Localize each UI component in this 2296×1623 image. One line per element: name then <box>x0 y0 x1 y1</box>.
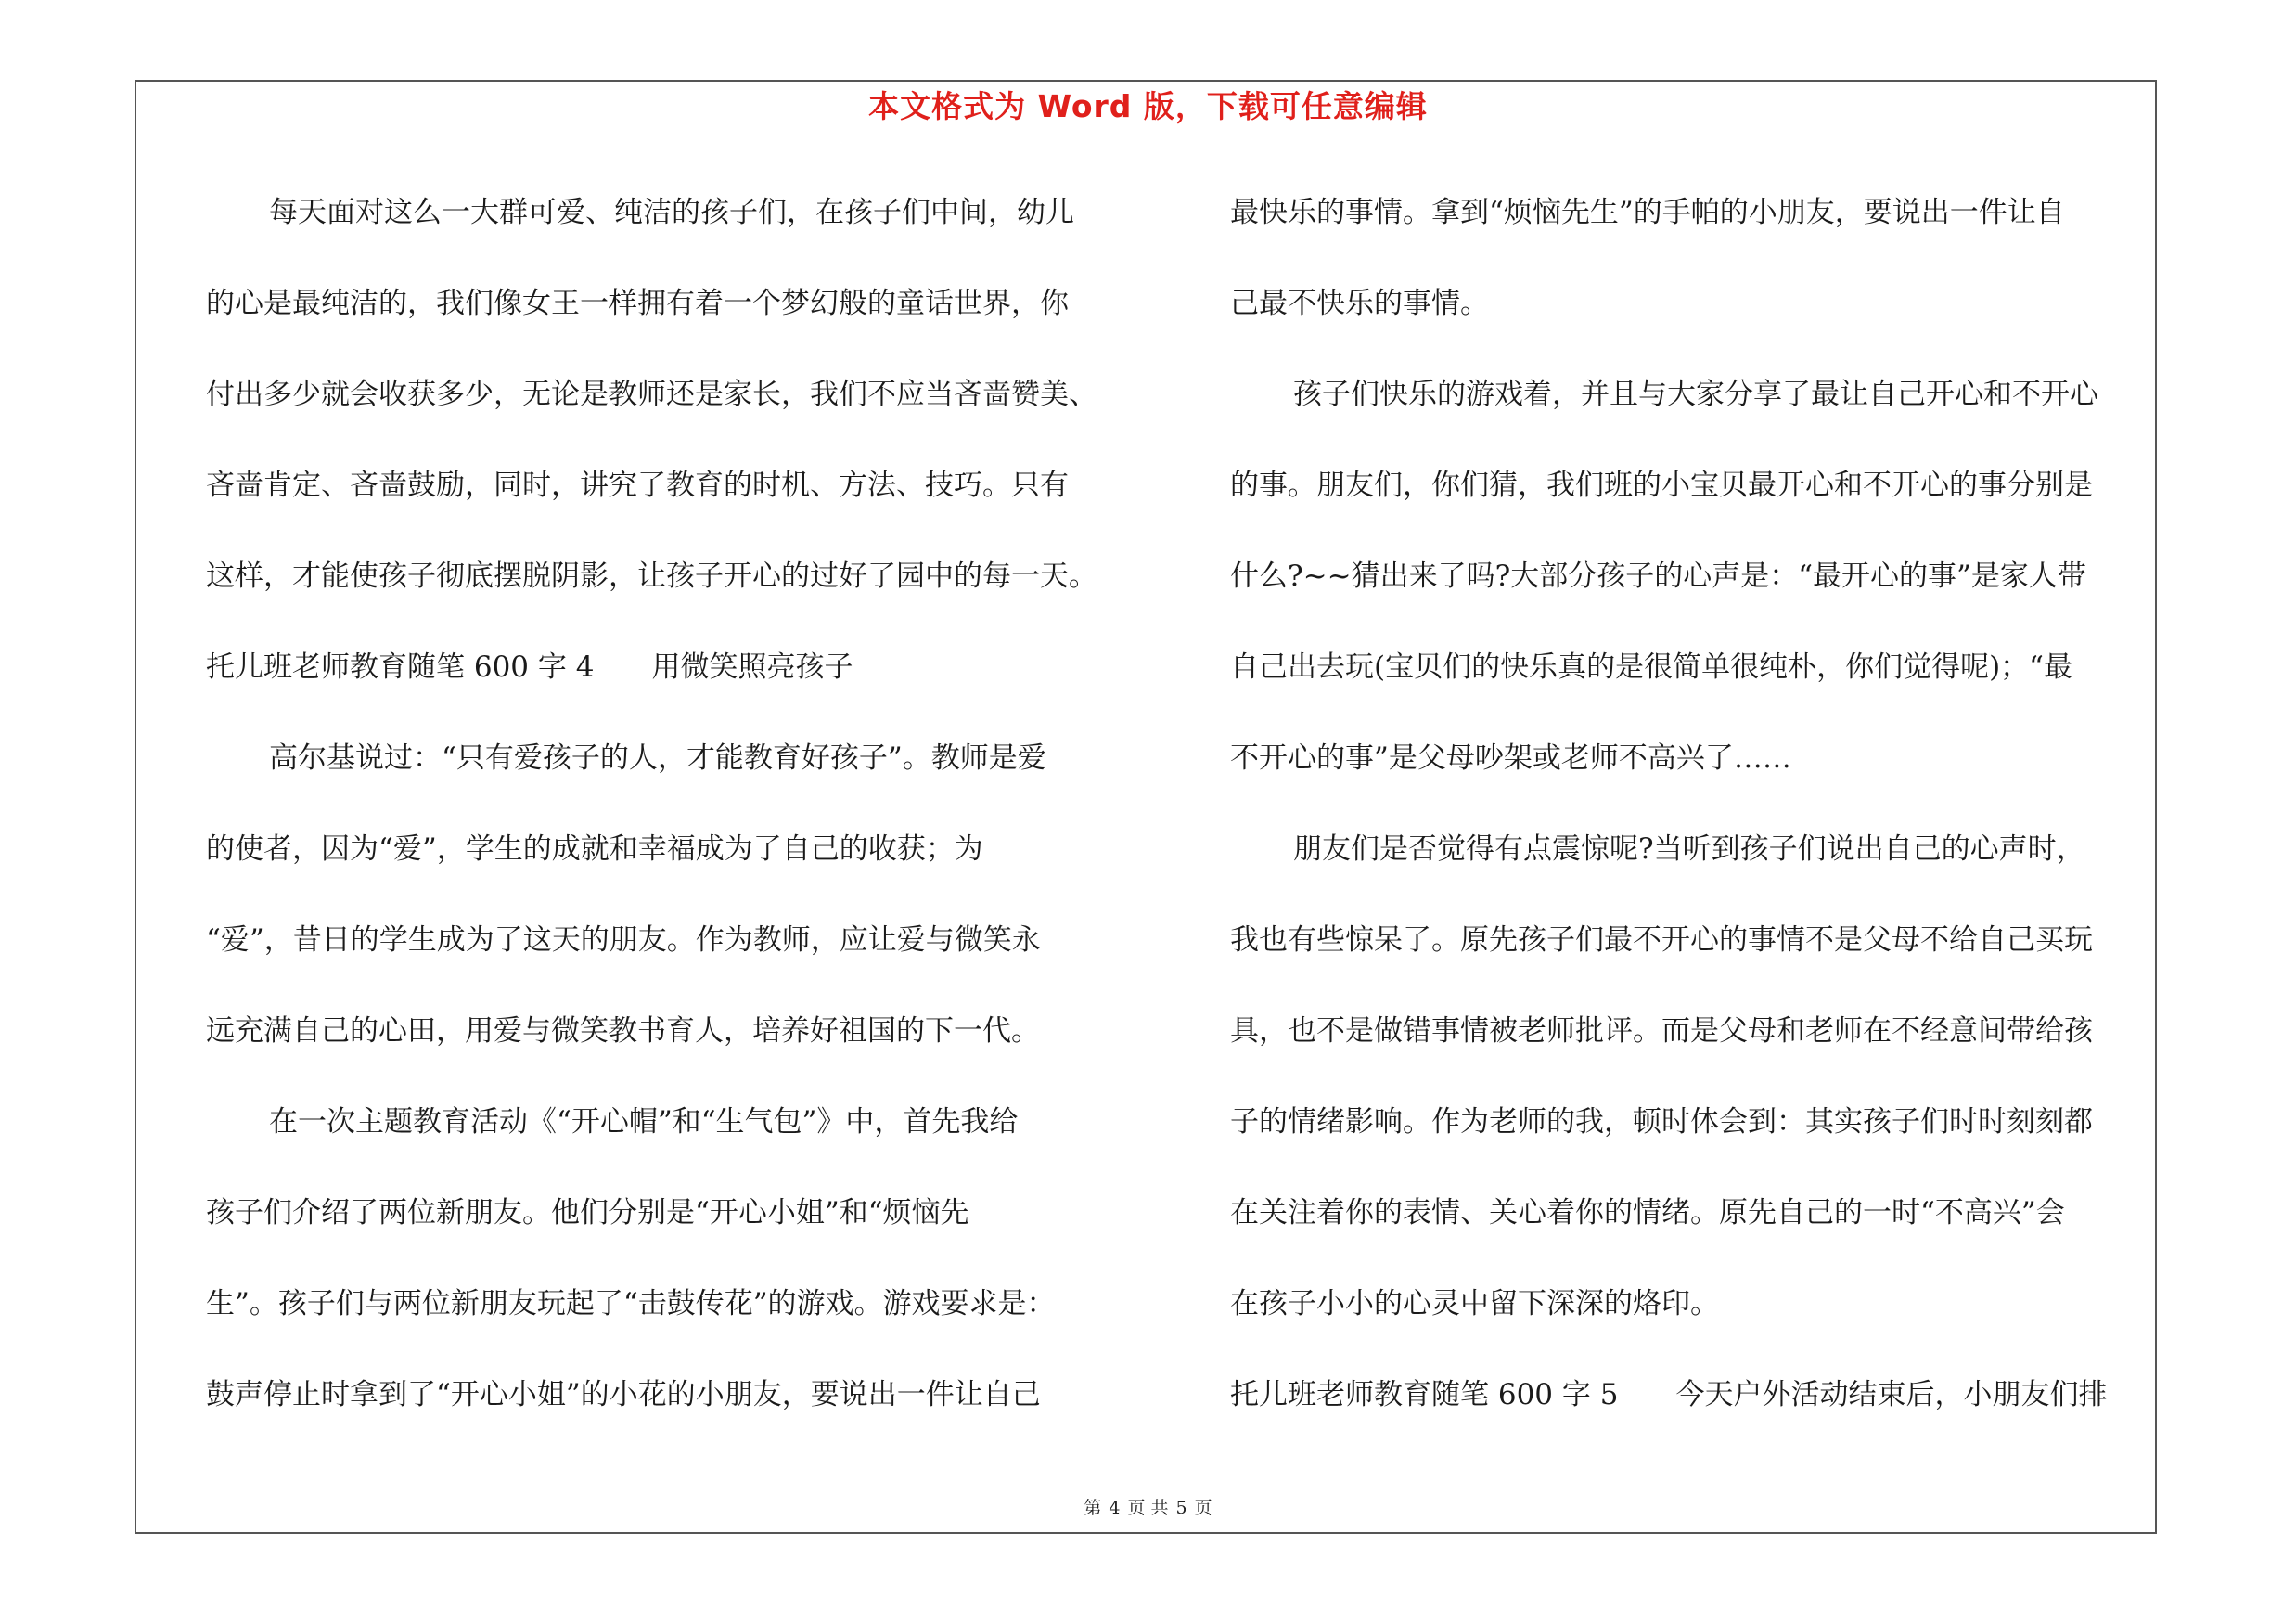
text-line: 的使者，因为“爱”，学生的成就和幸福成为了自己的收获；为 <box>206 832 983 866</box>
text-line: 的心是最纯洁的，我们像女王一样拥有着一个梦幻般的童话世界，你 <box>206 287 1069 320</box>
text-line: 子的情绪影响。作为老师的我，顿时体会到：其实孩子们时时刻刻都 <box>1230 1105 2093 1139</box>
text-line: 付出多少就会收获多少，无论是教师还是家长，我们不应当吝啬赞美、 <box>206 378 1097 411</box>
footer-prefix: 第 <box>1084 1498 1102 1518</box>
text-line: 我也有些惊呆了。原先孩子们最不开心的事情不是父母不给自己买玩 <box>1230 923 2093 957</box>
text-line: 吝啬肯定、吝啬鼓励，同时，讲究了教育的时机、方法、技巧。只有 <box>206 469 1069 502</box>
text-line: 每天面对这么一大群可爱、纯洁的孩子们，在孩子们中间，幼儿 <box>269 196 1074 229</box>
text-line: 在孩子小小的心灵中留下深深的烙印。 <box>1230 1287 1719 1320</box>
footer-suffix: 页 <box>1194 1498 1212 1518</box>
footer-current-page: 4 <box>1109 1498 1121 1518</box>
text-line: 自己出去玩(宝贝们的快乐真的是很简单很纯朴，你们觉得呢)；“最 <box>1230 650 2073 684</box>
text-line: 具，也不是做错事情被老师批评。而是父母和老师在不经意间带给孩 <box>1230 1014 2093 1048</box>
text-line: 远充满自己的心田，用爱与微笑教书育人，培养好祖国的下一代。 <box>206 1014 1040 1048</box>
footer-total-pages: 5 <box>1175 1498 1187 1518</box>
text-line: 最快乐的事情。拿到“烦恼先生”的手帕的小朋友，要说出一件让自 <box>1230 196 2065 229</box>
text-line: 的事。朋友们，你们猜，我们班的小宝贝最开心和不开心的事分别是 <box>1230 469 2093 502</box>
text-line: 朋友们是否觉得有点震惊呢?当听到孩子们说出自己的心声时， <box>1293 832 2085 866</box>
text-line: 高尔基说过：“只有爱孩子的人，才能教育好孩子”。教师是爱 <box>269 741 1046 775</box>
text-line: 什么?~~猜出来了吗?大部分孩子的心声是：“最开心的事”是家人带 <box>1230 560 2086 593</box>
format-banner: 本文格式为 Word 版，下载可任意编辑 <box>868 88 1428 124</box>
text-line: 孩子们快乐的游戏着，并且与大家分享了最让自己开心和不开心 <box>1293 378 2098 411</box>
text-line: 己最不快乐的事情。 <box>1230 287 1489 320</box>
text-line: 在关注着你的表情、关心着你的情绪。原先自己的一时“不高兴”会 <box>1230 1196 2065 1230</box>
text-line: 生”。孩子们与两位新朋友玩起了“击鼓传花”的游戏。游戏要求是： <box>206 1287 1056 1320</box>
page-footer <box>0 1494 2296 1519</box>
right-column <box>1230 184 2158 1457</box>
footer-middle: 页 共 <box>1127 1498 1169 1518</box>
text-line: 鼓声停止时拿到了“开心小姐”的小花的小朋友，要说出一件让自己 <box>206 1378 1041 1411</box>
text-line: 孩子们介绍了两位新朋友。他们分别是“开心小姐”和“烦恼先 <box>206 1196 969 1230</box>
section-heading: 托儿班老师教育随笔 600 字 4 用微笑照亮孩子 <box>206 650 853 684</box>
text-line: 在一次主题教育活动《“开心帽”和“生气包”》中，首先我给 <box>269 1105 1019 1139</box>
section-heading: 托儿班老师教育随笔 600 字 5 今天户外活动结束后，小朋友们排 <box>1230 1378 2108 1411</box>
left-column <box>206 184 1134 1457</box>
text-line: “爱”，昔日的学生成为了这天的朋友。作为教师，应让爱与微笑永 <box>206 923 1041 957</box>
text-line: 这样，才能使孩子彻底摆脱阴影，让孩子开心的过好了园中的每一天。 <box>206 560 1097 593</box>
text-line: 不开心的事”是父母吵架或老师不高兴了…… <box>1230 741 1791 775</box>
